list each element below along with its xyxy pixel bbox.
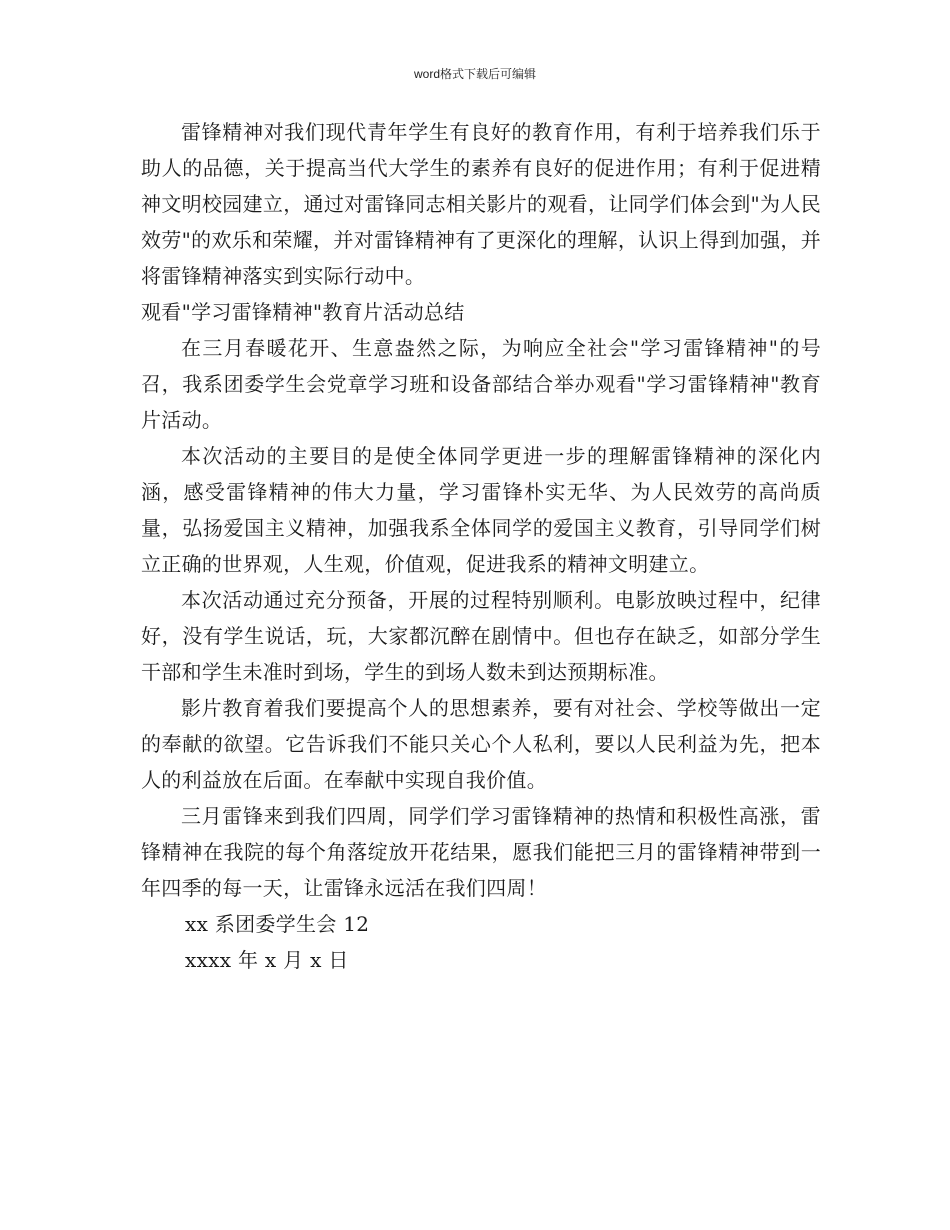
paragraph: 雷锋精神对我们现代青年学生有良好的教育作用，有利于培养我们乐于助人的品德，关于提高当代大学生的素养有良好的促进作用；有利于促进精神文明校园建立，通过对雷锋同志相关影片的观看，让同学们体会到"为人民效劳"的欢乐和荣耀，并对雷锋精神有了更深化的理解，认识上得到加强，并将雷锋精神落实到实际行动中。 <box>141 120 821 288</box>
signature-line: xx 系团委学生会 12 <box>185 912 370 936</box>
paragraph: 本次活动通过充分预备，开展的过程特别顺利。电影放映过程中，纪律好，没有学生说话，玩，大家都沉醉在剧情中。但也存在缺乏，如部分学生干部和学生未准时到场，学生的到场人数未到达预期标准。 <box>141 588 821 684</box>
paragraph: 影片教育着我们要提高个人的思想素养，要有对社会、学校等做出一定的奉献的欲望。它告诉我们不能只关心个人私利，要以人民利益为先，把本人的利益放在后面。在奉献中实现自我价值。 <box>141 696 821 792</box>
paragraph: 本次活动的主要目的是使全体同学更进一步的理解雷锋精神的深化内涵，感受雷锋精神的伟大力量，学习雷锋朴实无华、为人民效劳的高尚质量，弘扬爱国主义精神，加强我系全体同学的爱国主义教育，引导同学们树立正确的世界观，人生观，价值观，促进我系的精神文明建立。 <box>141 444 821 576</box>
section-title: 观看"学习雷锋精神"教育片活动总结 <box>141 300 465 324</box>
date-line: xxxx 年 x 月 x 日 <box>185 948 349 972</box>
paragraph: 三月雷锋来到我们四周，同学们学习雷锋精神的热情和积极性高涨，雷锋精神在我院的每个角落绽放开花结果，愿我们能把三月的雷锋精神带到一年四季的每一天，让雷锋永远活在我们四周！ <box>141 804 821 900</box>
document-body <box>141 114 821 978</box>
paragraph: 在三月春暖花开、生意盎然之际，为响应全社会"学习雷锋精神"的号召，我系团委学生会党章学习班和设备部结合举办观看"学习雷锋精神"教育片活动。 <box>141 336 821 432</box>
page-header: word格式下载后可编辑 <box>413 67 536 81</box>
